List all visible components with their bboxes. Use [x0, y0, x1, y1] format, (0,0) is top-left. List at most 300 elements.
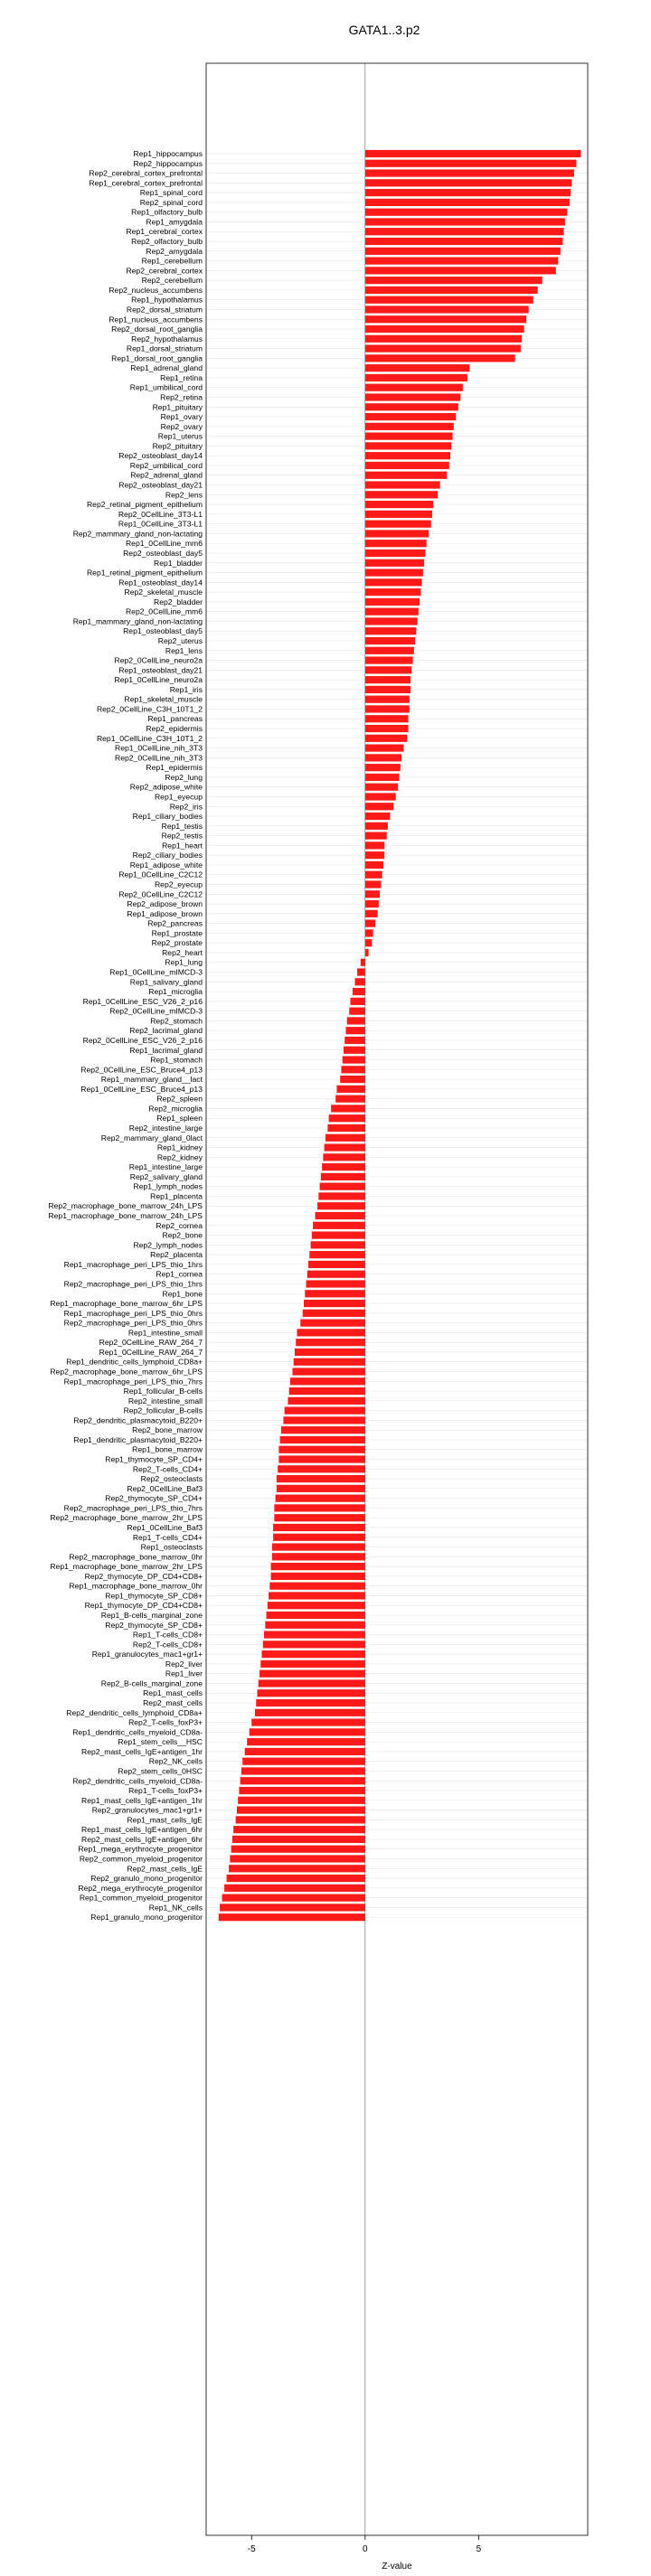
- bar-Rep1_cerebral_cortex: [365, 228, 564, 235]
- bar-Rep2_bone_marrow: [281, 1426, 365, 1434]
- bar-Rep1_mammary_gland_non-lactating: [365, 617, 418, 625]
- category-label: Rep1_mast_cells_IgE+antigen_6hr: [80, 1825, 203, 1835]
- bar-Rep1_0CellLine_ESC_Bruce4_p13: [336, 1086, 364, 1093]
- category-label: Rep1_intestine_small: [127, 1328, 203, 1338]
- category-label: Rep2_pancreas: [147, 918, 203, 928]
- category-label: Rep1_thymocyte_DP_CD4+CD8+: [84, 1601, 203, 1611]
- bar-Rep2_cerebellum: [365, 277, 542, 284]
- category-label: Rep1_0CellLine_3T3-L1: [118, 519, 203, 529]
- bar-Rep1_macrophage_peri_LPS_thio_7hrs: [290, 1377, 365, 1385]
- category-label: Rep2_lacrimal_gland: [129, 1026, 203, 1036]
- bar-Rep1_cerebellum: [365, 257, 559, 264]
- category-label: Rep1_osteoblast_day5: [123, 626, 203, 636]
- category-label: Rep1_mammary_gland_non-lactating: [72, 616, 203, 626]
- category-label: Rep2_dendritic_plasmacytoid_B220+: [73, 1415, 203, 1425]
- bar-Rep2_thymocyte_DP_CD4+CD8+: [271, 1573, 365, 1580]
- category-label: Rep2_mast_cells_IgE+antigen_1hr: [80, 1746, 203, 1756]
- bar-Rep1_nucleus_accumbens: [365, 315, 526, 323]
- category-label: Rep2_spinal_cord: [139, 197, 203, 207]
- bar-Rep2_hypothalamus: [365, 335, 522, 343]
- bar-Rep2_stomach: [347, 1017, 365, 1024]
- category-label: Rep2_hippocampus: [133, 158, 203, 168]
- bar-Rep2_0CellLine_ESC_Bruce4_p13: [341, 1066, 364, 1073]
- category-label: Rep2_mega_erythrocyte_progenitor: [78, 1883, 203, 1893]
- category-label: Rep1_dendritic_cells_myeloid_CD8a-: [72, 1727, 203, 1737]
- bar-Rep1_osteoclasts: [272, 1543, 365, 1550]
- bar-Rep1_umbilical_cord: [365, 384, 463, 391]
- bar-Rep2_macrophage_peri_LPS_thio_7hrs: [274, 1504, 364, 1511]
- bar-Rep2_thymocyte_SP_CD8+: [265, 1622, 365, 1629]
- bar-Rep2_lung: [365, 774, 400, 781]
- bar-Rep2_follicular_B-cells: [285, 1407, 365, 1415]
- category-label: Rep2_umbilical_cord: [129, 460, 203, 470]
- bar-Rep2_mega_erythrocyte_progenitor: [224, 1885, 365, 1892]
- category-label: Rep1_dendritic_cells_lymphoid_CD8a+: [66, 1357, 203, 1367]
- bar-Rep2_macrophage_bone_marrow_6hr_LPS: [292, 1368, 364, 1375]
- bar-Rep2_salivary_gland: [321, 1173, 365, 1180]
- category-label: Rep1_osteoclasts: [140, 1542, 203, 1552]
- bar-Rep1_eyecup: [365, 793, 396, 800]
- category-label: Rep2_adipose_white: [129, 782, 203, 792]
- category-label: Rep2_B-cells_marginal_zone: [100, 1678, 203, 1688]
- category-label: Rep2_adipose_brown: [127, 899, 203, 909]
- category-label: Rep2_mast_cells_IgE: [127, 1864, 203, 1874]
- bar-Rep2_stem_cells_0HSC: [241, 1767, 365, 1774]
- category-label: Rep1_spinal_cord: [139, 188, 203, 198]
- category-label: Rep1_liver: [165, 1669, 203, 1678]
- bar-Rep2_macrophage_bone_marrow_24h_LPS: [317, 1202, 365, 1209]
- bar-Rep2_pancreas: [365, 920, 375, 927]
- category-label: Rep1_lung: [165, 957, 203, 967]
- category-label: Rep1_cerebral_cortex: [126, 227, 203, 237]
- category-label: Rep1_lens: [165, 645, 203, 655]
- category-label: Rep2_mast_cells_IgE+antigen_6hr: [80, 1834, 203, 1844]
- category-label: Rep2_0CellLine_3T3-L1: [118, 509, 203, 519]
- category-label: Rep1_pancreas: [147, 714, 203, 724]
- category-label: Rep2_T-cells_CD4+: [132, 1464, 203, 1474]
- bar-Rep2_intestine_large: [327, 1124, 364, 1132]
- bar-Rep2_0CellLine_neuro2a: [365, 656, 413, 663]
- category-label: Rep2_eyecup: [154, 879, 203, 889]
- bar-Rep2_pituitary: [365, 442, 451, 449]
- category-label: Rep1_granulocytes_mac1+gr1+: [91, 1650, 203, 1659]
- bar-Rep1_mast_cells_IgE: [236, 1816, 365, 1823]
- category-label: Rep1_macrophage_bone_marrow_2hr_LPS: [50, 1562, 203, 1572]
- bar-Rep1_heart: [365, 841, 384, 849]
- category-label: Rep2_osteoclasts: [140, 1474, 203, 1484]
- bar-Rep2_0CellLine_3T3-L1: [365, 511, 432, 518]
- bar-Rep2_intestine_small: [288, 1397, 364, 1405]
- bar-Rep2_osteoblast_day14: [365, 452, 450, 459]
- category-label: Rep2_lymph_nodes: [133, 1240, 203, 1250]
- bar-Rep1_retinal_pigment_epithelium: [365, 569, 423, 576]
- bar-Rep1_bone: [305, 1290, 365, 1297]
- category-label: Rep1_iris: [169, 684, 203, 694]
- category-label: Rep2_thymocyte_SP_CD8+: [105, 1620, 203, 1630]
- category-label: Rep1_0CellLine_Baf3: [127, 1522, 203, 1532]
- category-label: Rep1_ovary: [160, 412, 203, 422]
- category-label: Rep1_amygdala: [146, 217, 203, 227]
- category-label: Rep2_bone: [162, 1230, 203, 1240]
- category-label: Rep1_NK_cells: [148, 1903, 203, 1913]
- category-label: Rep2_thymocyte_DP_CD4+CD8+: [84, 1571, 203, 1581]
- bar-Rep1_osteoblast_day14: [365, 578, 422, 586]
- bar-Rep1_salivary_gland: [355, 978, 365, 985]
- category-label: Rep1_cerebellum: [141, 256, 203, 266]
- bar-Rep1_uterus: [365, 433, 453, 440]
- bar-Rep2_mammary_gland_0lact: [326, 1134, 365, 1142]
- bar-Rep2_ciliary_bodies: [365, 851, 384, 859]
- bar-Rep2_cerebral_cortex: [365, 267, 556, 274]
- category-label: Rep1_T-cells_foxP3+: [128, 1786, 203, 1796]
- category-label: Rep1_eyecup: [154, 792, 203, 802]
- category-label: Rep2_uterus: [157, 636, 203, 645]
- category-label: Rep1_mast_cells_IgE: [127, 1815, 203, 1825]
- bar-Rep1_iris: [365, 686, 410, 693]
- bar-Rep1_retina: [365, 374, 467, 381]
- category-label: Rep1_uterus: [157, 431, 203, 441]
- category-label: Rep1_0CellLine_mm6: [125, 539, 203, 549]
- category-label: Rep2_intestine_small: [127, 1396, 203, 1406]
- category-label: Rep2_macrophage_peri_LPS_thio_7hrs: [63, 1503, 203, 1513]
- bar-Rep1_hypothalamus: [365, 296, 533, 304]
- bar-Rep2_common_myeloid_progenitor: [230, 1855, 364, 1862]
- bar-Rep1_osteoblast_day5: [365, 627, 417, 635]
- bar-Rep2_osteoblast_day5: [365, 550, 426, 557]
- category-label: Rep2_cerebral_cortex: [126, 266, 203, 276]
- x-tick-label: 5: [476, 2544, 482, 2554]
- bar-Rep1_bone_marrow: [278, 1446, 364, 1453]
- bar-Rep1_microglia: [353, 988, 365, 995]
- bar-Rep2_dorsal_root_ganglia: [365, 325, 524, 333]
- bar-Rep2_T-cells_CD8+: [263, 1641, 365, 1648]
- category-label: Rep2_dorsal_root_ganglia: [111, 324, 203, 334]
- bar-Rep1_epidermis: [365, 764, 401, 771]
- category-label: Rep1_macrophage_bone_marrow_6hr_LPS: [50, 1299, 203, 1309]
- bar-Rep1_cornea: [307, 1271, 365, 1278]
- x-tick-label: -5: [247, 2544, 256, 2554]
- category-label: Rep1_testis: [161, 821, 203, 831]
- category-label: Rep2_mammary_gland_0lact: [100, 1133, 203, 1142]
- category-label: Rep2_amygdala: [146, 246, 203, 256]
- category-label: Rep2_0CellLine_mm6: [125, 606, 203, 616]
- bar-Rep1_hippocampus: [365, 150, 581, 157]
- category-label: Rep1_0CellLine_neuro2a: [114, 675, 203, 685]
- bar-Rep2_prostate: [365, 939, 373, 946]
- bar-Rep2_liver: [260, 1660, 365, 1668]
- category-label: Rep2_mammary_gland_non-lactating: [72, 529, 203, 539]
- category-label: Rep1_dorsal_striatum: [126, 343, 203, 353]
- bar-Rep1_0CellLine_C3H_10T1_2: [365, 735, 407, 742]
- category-label: Rep1_0CellLine_C2C12: [118, 870, 203, 879]
- category-label: Rep2_liver: [165, 1659, 203, 1669]
- category-label: Rep2_retinal_pigment_epithelium: [86, 500, 203, 510]
- bar-Rep1_T-cells_CD8+: [264, 1631, 365, 1638]
- bar-Rep1_pituitary: [365, 403, 458, 410]
- bar-Rep1_intestine_small: [297, 1329, 364, 1336]
- bar-Rep1_pancreas: [365, 715, 409, 722]
- bar-Rep1_spleen: [329, 1114, 365, 1122]
- bar-Rep2_cornea: [313, 1222, 365, 1229]
- category-label: Rep2_NK_cells: [148, 1756, 203, 1766]
- bar-Rep1_mega_erythrocyte_progenitor: [231, 1846, 365, 1853]
- bar-Rep2_0CellLine_RAW_264_7: [296, 1339, 365, 1346]
- bar-Rep1_skeletal_muscle: [365, 696, 410, 703]
- category-label: Rep1_olfactory_bulb: [131, 207, 203, 217]
- bar-Rep2_nucleus_accumbens: [365, 287, 538, 294]
- category-label: Rep2_osteoblast_day5: [123, 548, 203, 558]
- bar-Rep2_0CellLine_mm6: [365, 608, 419, 616]
- category-label: Rep2_lung: [165, 772, 203, 782]
- bar-Rep1_intestine_large: [322, 1163, 365, 1170]
- bar-Rep2_dorsal_striatum: [365, 306, 529, 313]
- bar-Rep2_iris: [365, 803, 393, 810]
- category-label: Rep2_osteoblast_day21: [118, 480, 203, 490]
- bar-Rep2_dendritic_cells_myeloid_CD8a-: [241, 1777, 365, 1784]
- category-label: Rep1_heart: [162, 841, 203, 851]
- category-label: Rep1_lacrimal_gland: [129, 1045, 203, 1055]
- bar-Rep2_hippocampus: [365, 160, 577, 167]
- category-label: Rep1_retinal_pigment_epithelium: [86, 568, 203, 578]
- bar-Rep1_macrophage_bone_marrow_24h_LPS: [316, 1212, 365, 1219]
- category-label: Rep1_B-cells_marginal_zone: [100, 1611, 203, 1620]
- bar-Rep1_common_myeloid_progenitor: [222, 1894, 365, 1902]
- bar-Rep2_dendritic_plasmacytoid_B220+: [283, 1416, 364, 1424]
- category-label: Rep1_bladder: [154, 558, 203, 568]
- bar-Rep1_NK_cells: [220, 1904, 365, 1911]
- category-label: Rep2_0CellLine_C2C12: [118, 889, 203, 899]
- bar-Rep1_0CellLine_ESC_V26_2_p16: [351, 998, 365, 1005]
- bar-Rep1_bladder: [365, 559, 424, 567]
- bar-Rep2_heart: [365, 949, 369, 956]
- category-label: Rep2_granulo_mono_progenitor: [90, 1874, 203, 1884]
- bar-Rep2_epidermis: [365, 725, 409, 732]
- bar-Rep1_mast_cells_IgE+antigen_1hr: [238, 1797, 365, 1804]
- bar-Rep1_0CellLine_Baf3: [273, 1524, 365, 1531]
- bar-Rep1_0CellLine_RAW_264_7: [295, 1349, 365, 1356]
- bar-Rep1_placenta: [318, 1192, 364, 1199]
- bar-Rep1_macrophage_peri_LPS_thio_0hrs: [303, 1310, 365, 1317]
- bar-Rep2_mammary_gland_non-lactating: [365, 530, 429, 537]
- bar-Rep2_thymocyte_SP_CD4+: [276, 1495, 365, 1502]
- bar-Rep2_mast_cells_IgE+antigen_1hr: [245, 1748, 365, 1755]
- bar-Rep1_dorsal_striatum: [365, 345, 521, 353]
- category-label: Rep2_0CellLine_ESC_Bruce4_p13: [80, 1065, 203, 1075]
- category-label: Rep1_bone_marrow: [132, 1444, 203, 1454]
- bar-Rep2_lens: [365, 491, 438, 498]
- bar-Rep1_ovary: [365, 413, 456, 420]
- bar-Rep2_bone: [312, 1231, 365, 1238]
- category-label: Rep2_intestine_large: [128, 1123, 203, 1133]
- bar-Rep1_dendritic_plasmacytoid_B220+: [280, 1436, 365, 1443]
- category-label: Rep1_retina: [160, 372, 203, 382]
- bar-Rep2_bladder: [365, 598, 420, 606]
- category-label: Rep1_T-cells_CD4+: [132, 1532, 203, 1542]
- bar-Rep1_B-cells_marginal_zone: [267, 1612, 365, 1619]
- bar-Rep1_testis: [365, 823, 388, 830]
- bar-Rep1_ciliary_bodies: [365, 813, 391, 820]
- bar-Rep1_0CellLine_3T3-L1: [365, 521, 431, 528]
- bar-Rep1_T-cells_foxP3+: [239, 1787, 364, 1794]
- bar-Rep1_lung: [361, 959, 365, 966]
- bar-Rep2_kidney: [323, 1153, 364, 1161]
- bar-Rep1_liver: [259, 1670, 365, 1678]
- category-label: Rep1_dendritic_plasmacytoid_B220+: [73, 1434, 203, 1444]
- bar-Rep1_mast_cells_IgE+antigen_6hr: [233, 1826, 365, 1833]
- category-label: Rep2_iris: [169, 802, 203, 812]
- category-label: Rep2_macrophage_bone_marrow_6hr_LPS: [50, 1367, 203, 1377]
- bar-Rep1_amygdala: [365, 218, 565, 225]
- bar-Rep2_eyecup: [365, 880, 382, 888]
- bar-Rep2_retina: [365, 393, 461, 400]
- bar-Rep2_umbilical_cord: [365, 462, 449, 469]
- bar-Rep1_osteoblast_day21: [365, 666, 411, 673]
- bar-Rep1_0CellLine_mIMCD-3: [357, 968, 365, 975]
- x-axis-label: Z-value: [382, 2562, 412, 2571]
- bar-Rep1_granulocytes_mac1+gr1+: [262, 1650, 365, 1658]
- bar-Rep1_0CellLine_mm6: [365, 540, 427, 547]
- bar-Rep2_osteoblast_day21: [365, 481, 440, 488]
- category-label: Rep1_prostate: [151, 928, 203, 938]
- bar-Rep1_macrophage_peri_LPS_thio_1hrs: [308, 1261, 365, 1268]
- category-label: Rep2_prostate: [151, 938, 203, 948]
- bar-Rep2_adrenal_gland: [365, 472, 447, 479]
- bar-Rep2_mast_cells: [256, 1699, 365, 1706]
- bar-Rep2_macrophage_bone_marrow_0hr: [272, 1553, 365, 1560]
- bar-Rep2_dendritic_cells_lymphoid_CD8a+: [255, 1709, 365, 1716]
- category-label: Rep1_placenta: [150, 1191, 203, 1201]
- bar-Rep2_NK_cells: [242, 1758, 365, 1765]
- x-tick-label: 0: [363, 2544, 368, 2554]
- category-label: Rep2_stem_cells_0HSC: [118, 1766, 203, 1776]
- bar-Rep2_macrophage_peri_LPS_thio_1hrs: [307, 1280, 365, 1287]
- category-label: Rep1_thymocyte_SP_CD4+: [105, 1454, 203, 1464]
- category-label: Rep2_0CellLine_C3H_10T1_2: [96, 704, 203, 714]
- bar-Rep2_0CellLine_Baf3: [277, 1485, 365, 1492]
- bar-Rep2_mast_cells_IgE: [229, 1865, 365, 1872]
- bar-Rep2_spleen: [335, 1095, 365, 1103]
- bar-Rep2_0CellLine_nih_3T3: [365, 754, 401, 761]
- bar-Rep2_spinal_cord: [365, 199, 570, 206]
- category-label: Rep1_pituitary: [152, 402, 203, 412]
- bar-Rep2_macrophage_bone_marrow_2hr_LPS: [274, 1514, 364, 1521]
- bar-Rep1_lens: [365, 647, 414, 654]
- category-label: Rep2_epidermis: [146, 724, 203, 734]
- category-label: Rep1_osteoblast_day21: [118, 665, 203, 675]
- category-label: Rep2_salivary_gland: [129, 1171, 203, 1181]
- category-label: Rep2_placenta: [150, 1250, 203, 1260]
- category-label: Rep2_macrophage_bone_marrow_2hr_LPS: [50, 1513, 203, 1523]
- category-label: Rep2_pituitary: [152, 441, 203, 451]
- bar-Rep1_stem_cells__HSC: [247, 1738, 365, 1745]
- bar-Rep1_kidney: [325, 1143, 365, 1151]
- category-label: Rep2_testis: [161, 831, 203, 841]
- category-label: Rep1_granulo_mono_progenitor: [90, 1913, 203, 1923]
- category-label: Rep1_0CellLine_C3H_10T1_2: [96, 733, 203, 743]
- bar-Rep1_macrophage_bone_marrow_0hr: [269, 1583, 365, 1590]
- category-label: Rep2_0CellLine_mIMCD-3: [109, 1006, 203, 1016]
- category-label: Rep2_retina: [160, 392, 203, 402]
- category-label: Rep2_0CellLine_nih_3T3: [115, 753, 203, 763]
- category-label: Rep1_osteoblast_day14: [118, 578, 203, 588]
- category-label: Rep1_cornea: [156, 1269, 203, 1279]
- category-label: Rep2_ovary: [160, 421, 203, 431]
- bar-Rep2_microglia: [331, 1105, 365, 1112]
- category-label: Rep1_macrophage_peri_LPS_thio_0hrs: [63, 1308, 203, 1318]
- bar-Rep2_granulo_mono_progenitor: [227, 1875, 365, 1882]
- category-label: Rep2_0CellLine_RAW_264_7: [99, 1338, 203, 1348]
- chart-title: GATA1..3.p2: [348, 23, 420, 37]
- category-label: Rep1_cerebral_cortex_prefrontal: [89, 178, 203, 188]
- bar-Rep1_prostate: [365, 929, 373, 936]
- bar-Rep1_0CellLine_neuro2a: [365, 676, 410, 683]
- category-label: Rep2_dorsal_striatum: [126, 305, 203, 315]
- bar-Rep2_skeletal_muscle: [365, 588, 421, 596]
- bar-Rep2_0CellLine_mIMCD-3: [349, 1008, 365, 1015]
- bar-Rep2_uterus: [365, 637, 415, 644]
- category-label: Rep1_ciliary_bodies: [132, 812, 203, 822]
- bar-Rep2_lymph_nodes: [311, 1241, 365, 1248]
- category-label: Rep2_granulocytes_mac1+gr1+: [91, 1805, 203, 1815]
- category-label: Rep1_mammary_gland__lact: [100, 1075, 203, 1085]
- category-label: Rep2_macrophage_peri_LPS_thio_1hrs: [63, 1279, 203, 1289]
- category-label: Rep2_macrophage_bone_marrow_24h_LPS: [48, 1201, 203, 1211]
- category-label: Rep2_dendritic_cells_lymphoid_CD8a+: [66, 1707, 203, 1717]
- bar-Rep1_thymocyte_SP_CD4+: [278, 1455, 364, 1462]
- category-label: Rep1_macrophage_peri_LPS_thio_7hrs: [63, 1377, 203, 1387]
- category-label: Rep1_follicular_B-cells: [123, 1387, 203, 1396]
- category-label: Rep2_0CellLine_neuro2a: [114, 655, 203, 665]
- bar-Rep1_0CellLine_nih_3T3: [365, 744, 404, 751]
- category-label: Rep1_hippocampus: [133, 149, 203, 158]
- category-label: Rep1_nucleus_accumbens: [108, 315, 203, 324]
- category-label: Rep1_spleen: [156, 1114, 203, 1123]
- category-label: Rep1_stem_cells__HSC: [118, 1737, 203, 1747]
- bar-Rep2_osteoclasts: [277, 1475, 365, 1482]
- category-label: Rep1_skeletal_muscle: [124, 694, 203, 704]
- bar-Rep2_B-cells_marginal_zone: [259, 1679, 365, 1687]
- category-label: Rep1_0CellLine_nih_3T3: [115, 743, 203, 753]
- bar-Rep1_thymocyte_SP_CD8+: [269, 1592, 365, 1599]
- category-label: Rep2_microglia: [148, 1104, 203, 1114]
- category-label: Rep2_bladder: [154, 597, 203, 606]
- category-label: Rep1_0CellLine_ESC_Bruce4_p13: [80, 1084, 203, 1094]
- category-label: Rep2_T-cells_CD8+: [132, 1640, 203, 1650]
- bar-Rep1_macrophage_bone_marrow_6hr_LPS: [304, 1300, 365, 1307]
- category-label: Rep2_bone_marrow: [132, 1425, 203, 1435]
- bar-Rep1_granulo_mono_progenitor: [219, 1913, 365, 1921]
- category-label: Rep1_0CellLine_RAW_264_7: [99, 1347, 203, 1357]
- bar-Rep1_dendritic_cells_lymphoid_CD8a+: [294, 1359, 365, 1366]
- bar-Rep1_stomach: [343, 1056, 365, 1063]
- category-label: Rep2_olfactory_bulb: [131, 237, 203, 247]
- category-label: Rep1_thymocyte_SP_CD8+: [105, 1591, 203, 1601]
- category-label: Rep2_cerebellum: [141, 276, 203, 286]
- bar-Rep1_adrenal_gland: [365, 364, 470, 371]
- category-label: Rep1_mast_cells: [143, 1688, 203, 1698]
- bar-Rep2_adipose_white: [365, 784, 398, 791]
- category-label: Rep1_epidermis: [146, 763, 203, 773]
- category-label: Rep2_follicular_B-cells: [123, 1406, 203, 1415]
- bar-Rep2_ovary: [365, 423, 454, 430]
- category-label: Rep2_ciliary_bodies: [132, 851, 203, 860]
- category-label: Rep1_adrenal_gland: [130, 363, 203, 373]
- category-label: Rep2_common_myeloid_progenitor: [79, 1854, 203, 1864]
- category-label: Rep1_stomach: [150, 1055, 203, 1065]
- category-label: Rep1_mast_cells_IgE+antigen_1hr: [80, 1795, 203, 1805]
- category-label: Rep2_osteoblast_day14: [118, 451, 203, 461]
- category-label: Rep2_spleen: [156, 1094, 203, 1104]
